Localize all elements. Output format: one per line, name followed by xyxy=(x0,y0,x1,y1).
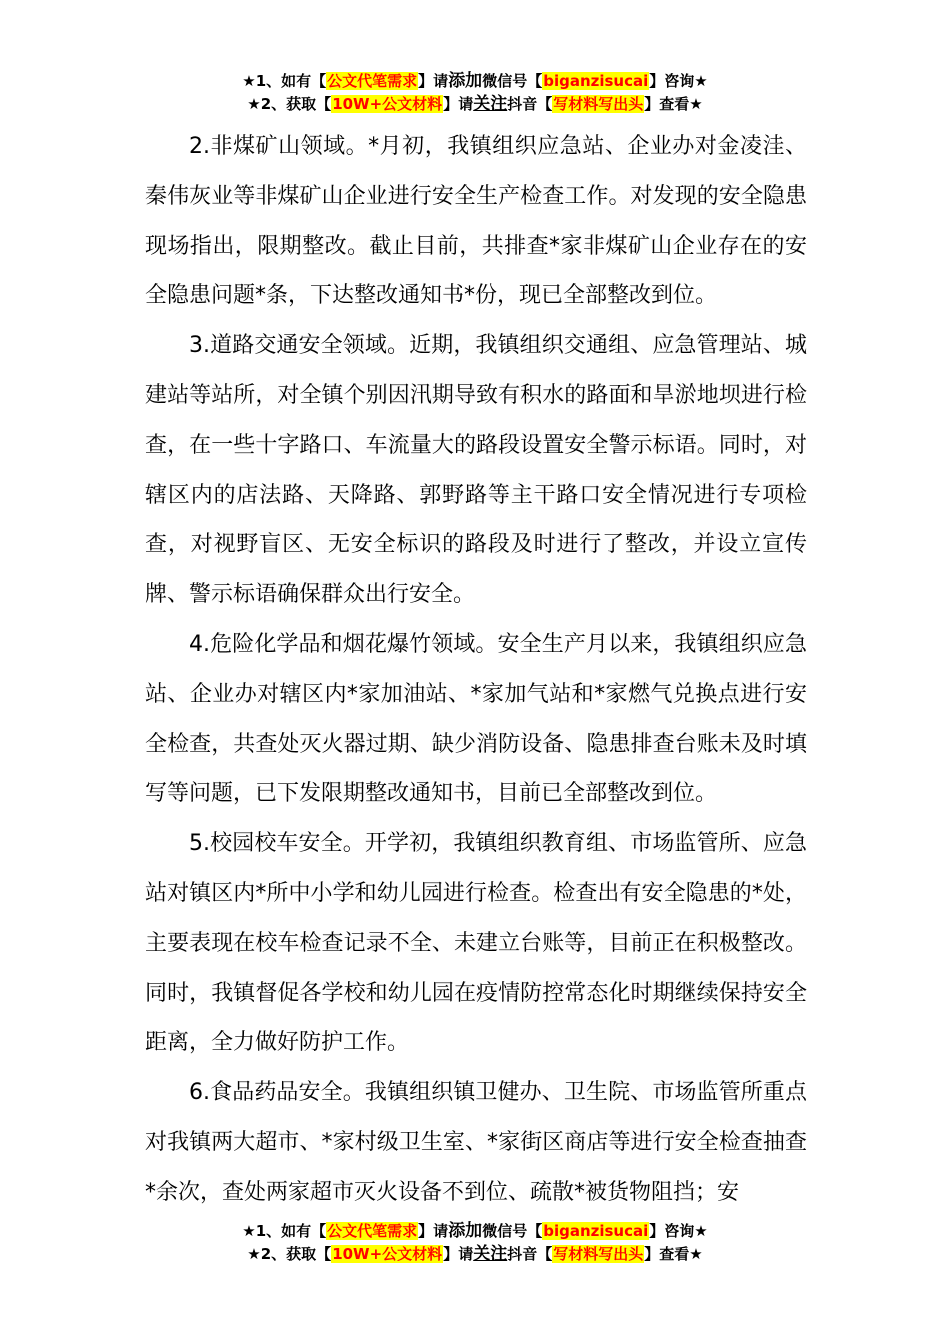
emphasis-follow: 关注 xyxy=(473,1244,508,1264)
highlight-materials: 10W+公文材料 xyxy=(332,1245,443,1263)
highlight-douyin-account: 写材料写出头 xyxy=(553,1245,644,1263)
emphasis-add: 添加 xyxy=(448,1221,483,1241)
header-banner xyxy=(0,70,950,116)
paragraph-road-traffic: 3.道路交通安全领域。近期，我镇组织交通组、应急管理站、城建站等站所，对全镇个别因汛期导致有积水的路面和旱淤地坝进行检查，在一些十字路口、车流量大的路段设置安全警示标语。同时，对辖区内的店法路、天降路、郭野路等主干路口安全情况进行专项检查，对视野盲区、无安全标识的路段及时进行了整改，并设立宣传牌、警示标语确保群众出行安全。 xyxy=(145,333,807,608)
banner-line-2: ★2、获取【10W+公文材料】请关注抖音【写材料写出头】查看★ xyxy=(247,94,703,114)
highlight-service: 公文代笔需求 xyxy=(327,1222,418,1240)
highlight-service: 公文代笔需求 xyxy=(327,72,418,90)
paragraph-non-coal-mines: 2.非煤矿山领域。*月初，我镇组织应急站、企业办对金凌洼、秦伟灰业等非煤矿山企业进行安全生产检查工作。对发现的安全隐患现场指出，限期整改。截止目前，共排查*家非煤矿山企业存在的安全隐患问题*条，下达整改通知书*份，现已全部整改到位。 xyxy=(145,134,807,309)
paragraph-hazardous-chemicals: 4.危险化学品和烟花爆竹领域。安全生产月以来，我镇组织应急站、企业办对辖区内*家加油站、*家加气站和*家燃气兑换点进行安全检查，共查处灭火器过期、缺少消防设备、隐患排查台账未及时填写等问题，已下发限期整改通知书，目前已全部整改到位。 xyxy=(145,631,807,807)
paragraph-food-drug: 6.食品药品安全。我镇组织镇卫健办、卫生院、市场监管所重点对我镇两大超市、*家村级卫生室、*家街区商店等进行安全检查抽查*余次，查处两家超市灭火设备不到位、疏散*被货物阻挡；安 xyxy=(145,1080,807,1205)
banner-line-2: ★2、获取【10W+公文材料】请关注抖音【写材料写出头】查看★ xyxy=(247,1244,703,1264)
banner-line-1: ★1、如有【公文代笔需求】请添加微信号【biganzisucai】咨询★ xyxy=(242,71,708,91)
banner-line-1: ★1、如有【公文代笔需求】请添加微信号【biganzisucai】咨询★ xyxy=(242,1221,708,1241)
document-body xyxy=(145,122,807,1218)
highlight-wechat-id: biganzisucai xyxy=(543,1222,649,1240)
highlight-douyin-account: 写材料写出头 xyxy=(553,95,644,113)
footer-banner xyxy=(0,1220,950,1266)
highlight-materials: 10W+公文材料 xyxy=(332,95,443,113)
highlight-wechat-id: biganzisucai xyxy=(543,72,649,90)
paragraph-school-bus: 5.校园校车安全。开学初，我镇组织教育组、市场监管所、应急站对镇区内*所中小学和幼儿园进行检查。检查出有安全隐患的*处，主要表现在校车检查记录不全、未建立台账等，目前正在积极整改。同时，我镇督促各学校和幼儿园在疫情防控常态化时期继续保持安全距离，全力做好防护工作。 xyxy=(145,831,807,1056)
emphasis-add: 添加 xyxy=(448,71,483,91)
emphasis-follow: 关注 xyxy=(473,94,508,114)
